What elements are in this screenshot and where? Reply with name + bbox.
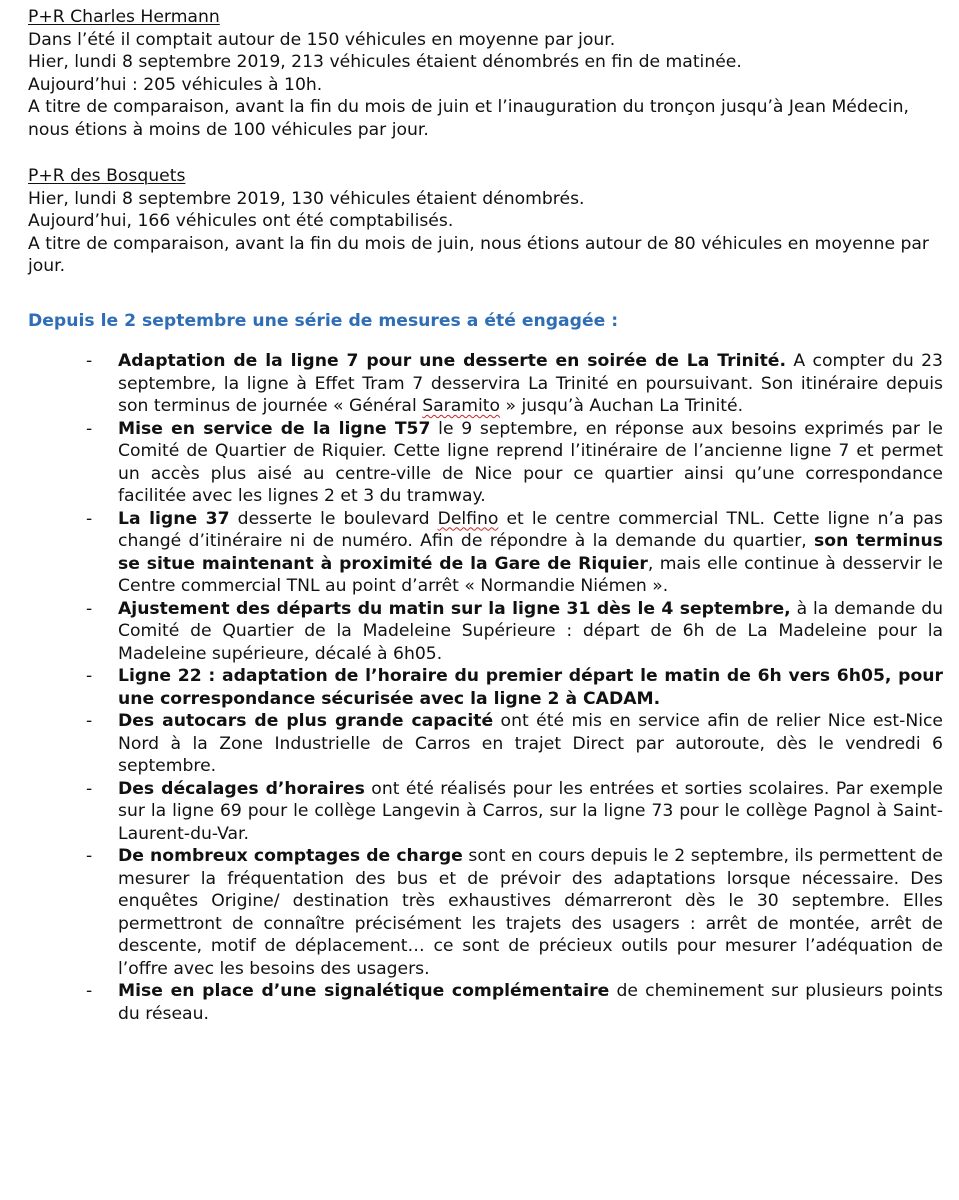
list-item-text xyxy=(118,508,943,598)
body-text: A compter du 23 septembre, la ligne à Effet Tram 7 desservira La Trinité en poursuivant. Son itinéraire depuis son terminus de journée « Général xyxy=(118,351,943,416)
body-text: à la demande du Comité de Quartier de la Madeleine Supérieure : départ de 6h de La Madeleine pour la Madeleine supérieure, décalé à 6h05. xyxy=(118,598,944,664)
section-title: P+R Charles Hermann xyxy=(28,7,220,27)
list-item-text xyxy=(118,980,943,1025)
bold-text: Mise en service de la ligne T57 xyxy=(118,418,431,439)
list-item xyxy=(28,845,943,980)
section-charles-hermann xyxy=(28,6,943,141)
bold-text: Ligne 22 : adaptation de l’horaire du premier départ le matin de 6h vers 6h05, pour une correspondance sécurisée avec la ligne 2 à CADAM. xyxy=(118,666,943,709)
paragraph-line: Aujourd’hui, 166 véhicules ont été comptabilisés. xyxy=(28,211,454,231)
bold-text: Des autocars de plus grande capacité xyxy=(118,711,494,731)
bullet-dash: - xyxy=(86,846,93,866)
body-text: et le centre commercial TNL. Cette ligne n’a pas changé d’itinéraire ni de numéro. Afin de répondre à la demande du quartier, xyxy=(118,508,943,551)
document-page xyxy=(28,6,943,1025)
list-item-text xyxy=(118,350,943,418)
bold-text: Mise en place d’une signalétique complémentaire xyxy=(118,981,610,1001)
body-text: desserte le boulevard xyxy=(229,508,438,529)
bold-text: La ligne 37 xyxy=(118,508,230,529)
measures-heading: Depuis le 2 septembre une série de mesures a été engagée : xyxy=(28,310,619,331)
paragraph-line: Hier, lundi 8 septembre 2019, 130 véhicules étaient dénombrés. xyxy=(28,188,585,209)
body-text: ont été mis en service afin de relier Nice est-Nice Nord à la Zone Industrielle de Carros en trajet Direct par autoroute, dès le vendredi 6 septembre. xyxy=(118,711,943,776)
list-item-text xyxy=(118,778,943,846)
list-item xyxy=(28,980,943,1025)
bullet-dash: - xyxy=(86,351,93,371)
bold-text: Adaptation de la ligne 7 pour une desserte en soirée de La Trinité. xyxy=(118,351,786,371)
bold-text: Ajustement des départs du matin sur la ligne 31 dès le 4 septembre, xyxy=(118,598,791,619)
body-text: de cheminement sur plusieurs points du réseau. xyxy=(118,981,943,1024)
list-item-text xyxy=(118,665,943,710)
bold-text: Des décalages d’horaires xyxy=(118,778,365,799)
paragraph-line: Hier, lundi 8 septembre 2019, 213 véhicules étaient dénombrés en fin de matinée. xyxy=(28,52,742,72)
bullet-dash: - xyxy=(86,508,93,529)
bullet-dash: - xyxy=(86,598,93,619)
bullet-dash: - xyxy=(86,711,93,731)
bold-text: De nombreux comptages de charge xyxy=(118,846,463,866)
bullet-dash: - xyxy=(86,666,93,686)
spellcheck-word: Saramito xyxy=(422,396,501,416)
list-item xyxy=(28,508,943,598)
body-text: sont en cours depuis le 2 septembre, ils permettent de mesurer la fréquentation des bus et de prévoir des adaptations lorsque nécessaire. Des enquêtes Origine/ destination très exhaustives démarreront dès le 30 septembre. Elles permettront de connaître précisément les trajets des usagers : arrêt de montée, arrêt de descente, motif de déplacement… ce sont de précieux outils pour mesurer l’adéquation de l’offre avec les besoins des usagers. xyxy=(118,846,943,979)
paragraph-line: A titre de comparaison, avant la fin du mois de juin, nous étions autour de 80 véhicules en moyenne par jour. xyxy=(28,233,929,276)
body-text: » jusqu’à Auchan La Trinité. xyxy=(500,396,744,416)
list-item xyxy=(28,665,943,710)
body-text: , mais elle continue à desservir le Centre commercial TNL au point d’arrêt « Normandie Niémen ». xyxy=(118,553,943,596)
body-text: le 9 septembre, en réponse aux besoins exprimés par le Comité de Quartier de Riquier. Cette ligne reprend l’itinéraire de l’ancienne ligne 7 et permet un accès plus aisé au centre-ville de Nice pour ce quartier ainsi qu’une correspondance facilitée avec les lignes 2 et 3 du tramway. xyxy=(118,418,943,506)
section-title: P+R des Bosquets xyxy=(28,166,186,186)
paragraph-line: A titre de comparaison, avant la fin du mois de juin et l’inauguration du tronçon jusqu’à Jean Médecin, nous étions à moins de 100 véhicules par jour. xyxy=(28,97,909,140)
bullet-dash: - xyxy=(86,778,93,799)
bullet-dash: - xyxy=(86,418,93,439)
list-item xyxy=(28,710,943,778)
section-bosquets xyxy=(28,165,943,278)
paragraph-line: Aujourd’hui : 205 véhicules à 10h. xyxy=(28,74,323,95)
list-item xyxy=(28,418,943,508)
spellcheck-word: Delfino xyxy=(437,508,499,529)
list-item xyxy=(28,350,943,418)
list-item-text xyxy=(118,418,943,508)
list-item-text xyxy=(118,845,943,980)
list-item-text xyxy=(118,598,943,666)
list-item xyxy=(28,778,943,846)
bullet-dash: - xyxy=(86,981,93,1001)
body-text: ont été réalisés pour les entrées et sorties scolaires. Par exemple sur la ligne 69 pour le collège Langevin à Carros, sur la ligne 73 pour le collège Pagnol à Saint-Laurent-du-Var. xyxy=(118,778,943,844)
bold-text: son terminus se situe maintenant à proximité de la Gare de Riquier xyxy=(118,531,943,574)
measures-list xyxy=(28,350,943,1025)
paragraph-line: Dans l’été il comptait autour de 150 véhicules en moyenne par jour. xyxy=(28,29,616,50)
list-item xyxy=(28,598,943,666)
list-item-text xyxy=(118,710,943,778)
